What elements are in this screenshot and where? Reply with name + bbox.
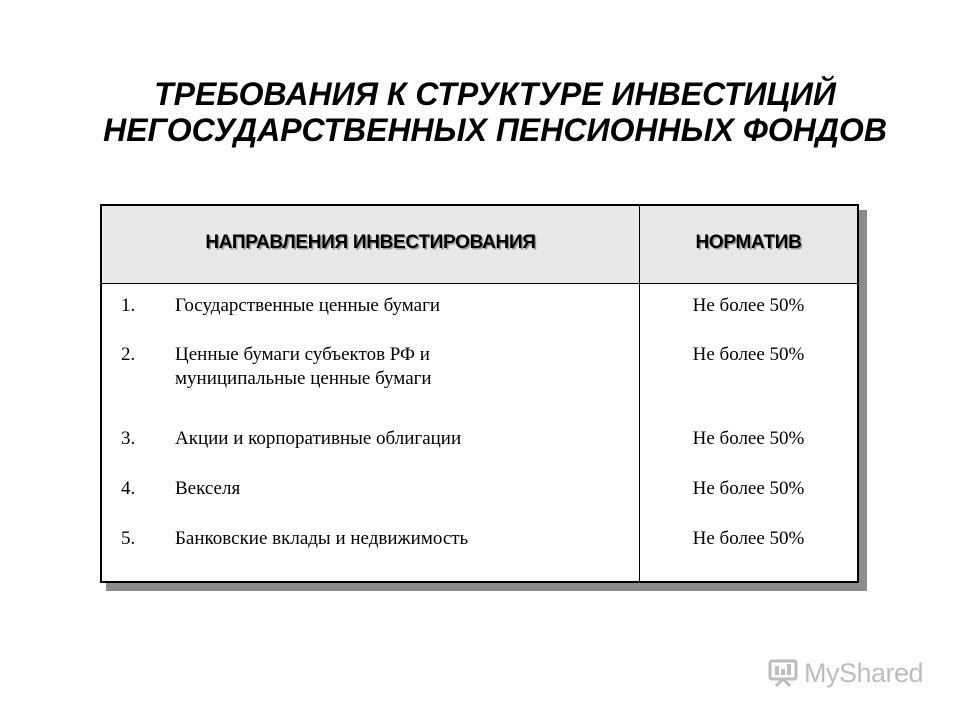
title-line-2: НЕГОСУДАРСТВЕННЫХ ПЕНСИОННЫХ ФОНДОВ — [103, 112, 887, 148]
row-label: Банковские вклады и недвижимость — [175, 528, 469, 549]
page-title — [0, 76, 960, 148]
table-header — [102, 206, 857, 284]
row-norm: Не более 50% — [692, 528, 805, 549]
row-label: Векселя — [175, 478, 241, 499]
column-divider — [639, 206, 640, 581]
row-label: Ценные бумаги субъектов РФ и муниципальные ценные бумаги — [175, 344, 432, 389]
title-line-1: ТРЕБОВАНИЯ К СТРУКТУРЕ ИНВЕСТИЦИЙ — [154, 76, 836, 112]
row-number: 3. — [121, 428, 136, 449]
header-directions: НАПРАВЛЕНИЯ ИНВЕСТИРОВАНИЯ — [205, 232, 536, 253]
row-label: Акции и корпоративные облигации — [175, 428, 462, 449]
row-norm: Не более 50% — [692, 295, 805, 316]
presentation-icon — [768, 659, 798, 687]
watermark-logo — [768, 656, 923, 690]
row-norm: Не более 50% — [692, 478, 805, 499]
investment-table — [100, 204, 859, 583]
watermark-text: MyShared — [804, 657, 924, 688]
row-label: Государственные ценные бумаги — [175, 295, 441, 316]
row-number: 4. — [121, 478, 136, 499]
row-number: 1. — [121, 295, 136, 316]
row-norm: Не более 50% — [692, 428, 805, 449]
row-number: 5. — [121, 528, 136, 549]
header-norm: НОРМАТИВ — [695, 232, 802, 253]
row-norm: Не более 50% — [692, 344, 805, 365]
row-number: 2. — [121, 344, 136, 365]
